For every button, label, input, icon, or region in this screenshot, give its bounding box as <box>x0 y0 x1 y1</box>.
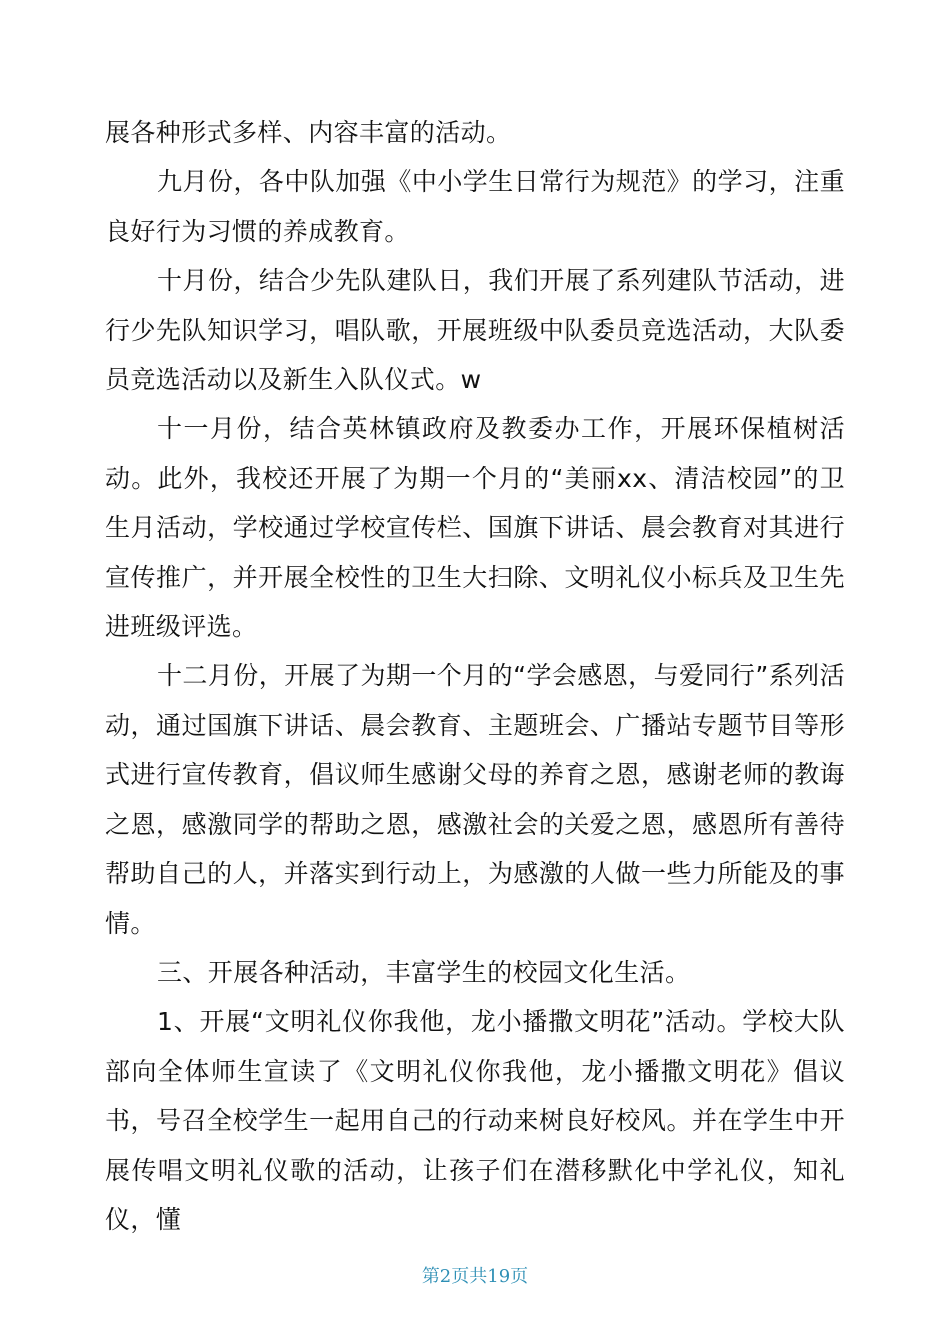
section-heading: 三、开展各种活动，丰富学生的校园文化生活。 <box>157 957 691 987</box>
paragraph-7: 1、开展“文明礼仪你我他，龙小播撒文明花”活动。学校大队部向全体师生宣读了《文明礼仪你我他，龙小播撒文明花》倡议书，号召全校学生一起用自己的行动来树良好校风。并在学生中开展传唱文明礼仪歌的活动，让孩子们在潜移默化中学礼仪，知礼仪，懂 <box>105 1007 845 1234</box>
body-text <box>105 108 845 1244</box>
paragraph-5: 十二月份，开展了为期一个月的“学会感恩，与爱同行”系列活动，通过国旗下讲话、晨会教育、主题班会、广播站专题节目等形式进行宣传教育，倡议师生感谢父母的养育之恩，感谢老师的教诲之恩，感激同学的帮助之恩，感激社会的关爱之恩，感恩所有善待帮助自己的人，并落实到行动上，为感激的人做一些力所能及的事情。 <box>105 661 845 938</box>
paragraph-4: 十一月份，结合英林镇政府及教委办工作，开展环保植树活动。此外，我校还开展了为期一个月的“美丽xx、清洁校园”的卫生月活动，学校通过学校宣传栏、国旗下讲话、晨会教育对其进行宣传推广，并开展全校性的卫生大扫除、文明礼仪小标兵及卫生先进班级评选。 <box>105 414 845 642</box>
page-number-footer: 第2页共19页 <box>421 1266 529 1287</box>
paragraph-1: 展各种形式多样、内容丰富的活动。 <box>105 118 512 147</box>
paragraph-3: 十月份，结合少先队建队日，我们开展了系列建队节活动，进行少先队知识学习，唱队歌，开展班级中队委员竞选活动，大队委员竞选活动以及新生入队仪式。w <box>105 266 845 395</box>
paragraph-2: 九月份，各中队加强《中小学生日常行为规范》的学习，注重良好行为习惯的养成教育。 <box>105 167 845 246</box>
